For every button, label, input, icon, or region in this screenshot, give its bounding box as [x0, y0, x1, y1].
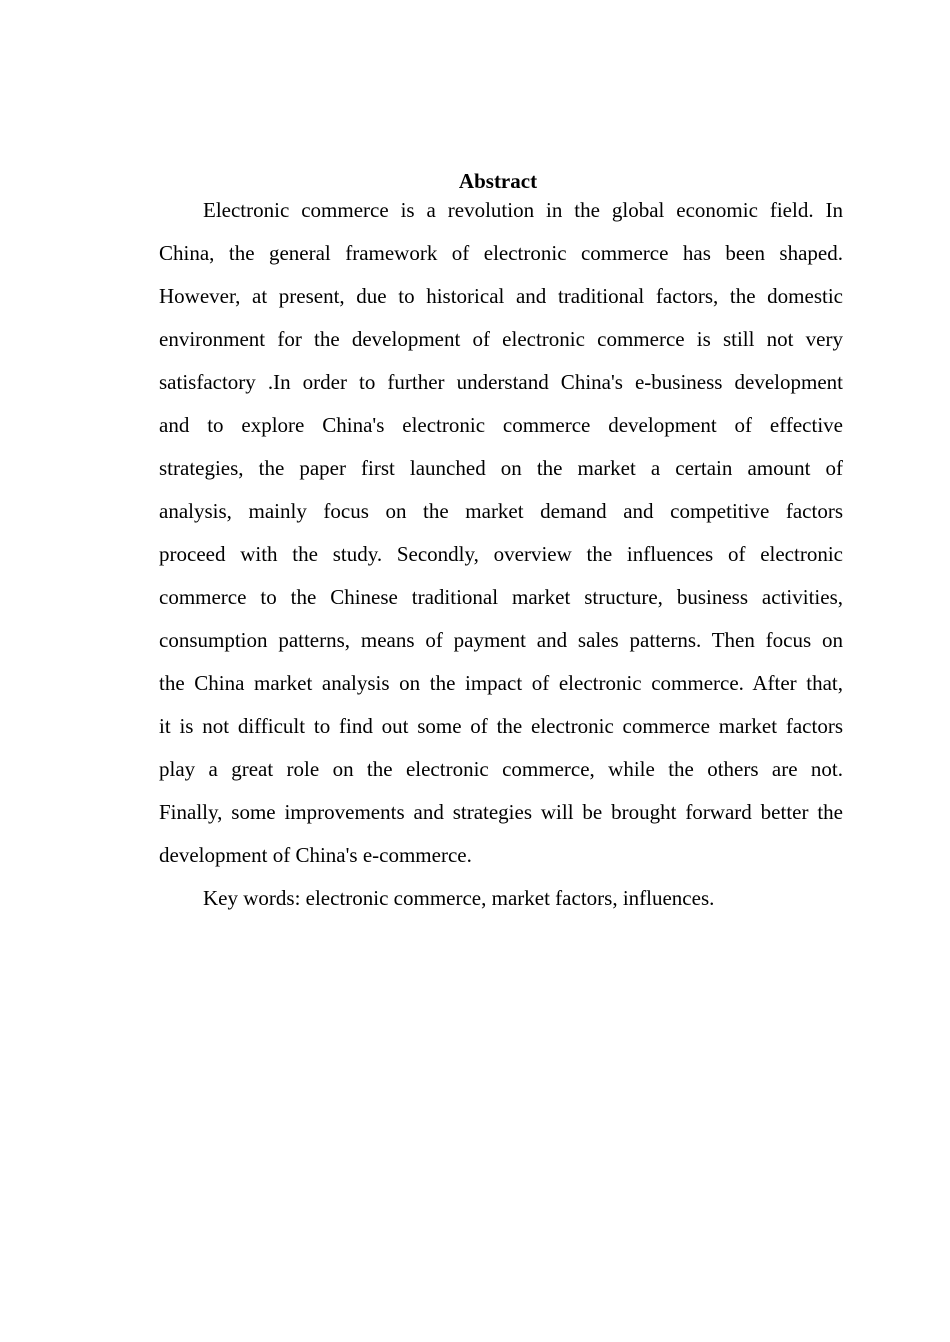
abstract-line: However, at present, due to historical and traditional factors, the domestic [159, 284, 843, 308]
abstract-line: Electronic commerce is a revolution in the global economic field. In [203, 198, 843, 222]
abstract-line: it is not difficult to find out some of the electronic commerce market factors [159, 714, 843, 738]
abstract-title: Abstract [458, 169, 538, 193]
abstract-line: commerce to the Chinese traditional market structure, business activities, [159, 585, 843, 609]
abstract-line: proceed with the study. Secondly, overview the influences of electronic [159, 542, 843, 566]
abstract-line: the China market analysis on the impact of electronic commerce. After that, [159, 671, 843, 695]
abstract-line: satisfactory .In order to further understand China's e-business development [159, 370, 843, 394]
abstract-line: analysis, mainly focus on the market demand and competitive factors [159, 499, 843, 523]
abstract-body [159, 197, 843, 885]
abstract-line: development of China's e-commerce. [159, 843, 472, 867]
abstract-line: China, the general framework of electronic commerce has been shaped. [159, 241, 843, 265]
abstract-line: play a great role on the electronic commerce, while the others are not. [159, 757, 843, 781]
abstract-line: and to explore China's electronic commerce development of effective [159, 413, 843, 437]
abstract-line: consumption patterns, means of payment and sales patterns. Then focus on [159, 628, 843, 652]
abstract-line: Finally, some improvements and strategies will be brought forward better the [159, 800, 843, 824]
abstract-line: environment for the development of electronic commerce is still not very [159, 327, 843, 351]
keywords: Key words: electronic commerce, market factors, influences. [203, 886, 715, 910]
abstract-line: strategies, the paper first launched on the market a certain amount of [159, 456, 843, 480]
